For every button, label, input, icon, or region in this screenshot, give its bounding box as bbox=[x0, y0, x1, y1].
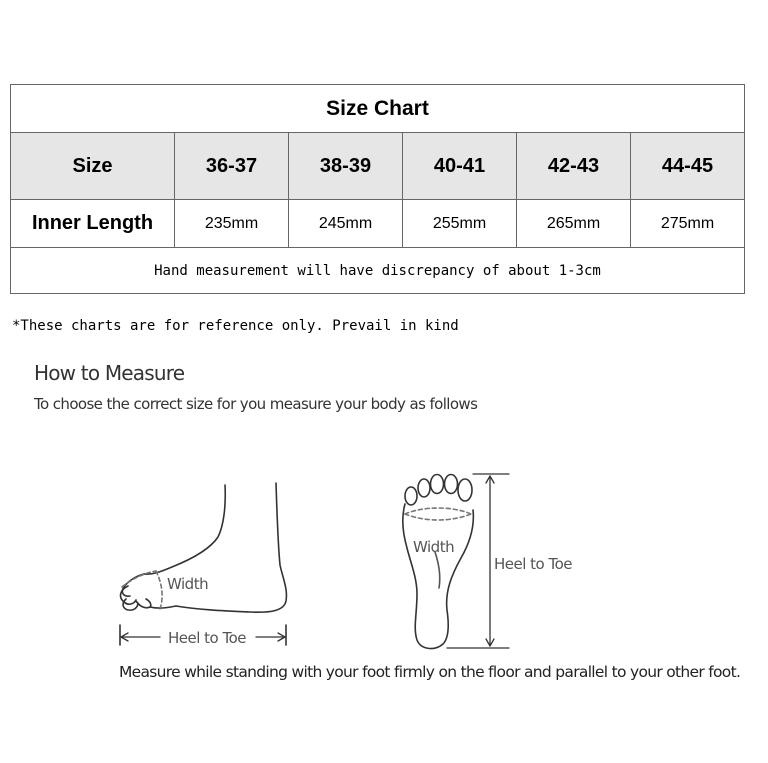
size-chart-title: Size Chart bbox=[11, 85, 745, 133]
size-header-row bbox=[11, 133, 745, 200]
reference-note: *These charts are for reference only. Prevail in kind bbox=[12, 318, 459, 334]
side-width-label: Width bbox=[167, 575, 209, 593]
measure-instruction: Measure while standing with your foot firmly on the floor and parallel to your other foot. bbox=[119, 663, 741, 681]
foot-sole-icon bbox=[395, 468, 585, 658]
inner-length-label: Inner Length bbox=[11, 200, 175, 248]
how-to-measure-subtitle: To choose the correct size for you measure your body as follows bbox=[34, 395, 478, 413]
sole-heel-to-toe-label: Heel to Toe bbox=[494, 555, 573, 573]
size-label: Size bbox=[11, 133, 175, 200]
size-cell: 42-43 bbox=[517, 133, 631, 200]
size-cell: 38-39 bbox=[289, 133, 403, 200]
inner-length-row bbox=[11, 200, 745, 248]
length-cell: 275mm bbox=[631, 200, 745, 248]
size-cell: 40-41 bbox=[403, 133, 517, 200]
side-heel-to-toe-label: Heel to Toe bbox=[168, 629, 247, 647]
size-cell: 36-37 bbox=[175, 133, 289, 200]
discrepancy-row bbox=[11, 248, 745, 294]
foot-side-icon bbox=[110, 475, 300, 655]
size-chart-title-row bbox=[11, 85, 745, 133]
size-chart-table bbox=[10, 84, 745, 294]
size-cell: 44-45 bbox=[631, 133, 745, 200]
length-cell: 255mm bbox=[403, 200, 517, 248]
length-cell: 245mm bbox=[289, 200, 403, 248]
how-to-measure-title: How to Measure bbox=[34, 361, 185, 385]
length-cell: 235mm bbox=[175, 200, 289, 248]
sole-width-label: Width bbox=[413, 538, 455, 556]
discrepancy-note: Hand measurement will have discrepancy of about 1-3cm bbox=[11, 248, 745, 294]
length-cell: 265mm bbox=[517, 200, 631, 248]
